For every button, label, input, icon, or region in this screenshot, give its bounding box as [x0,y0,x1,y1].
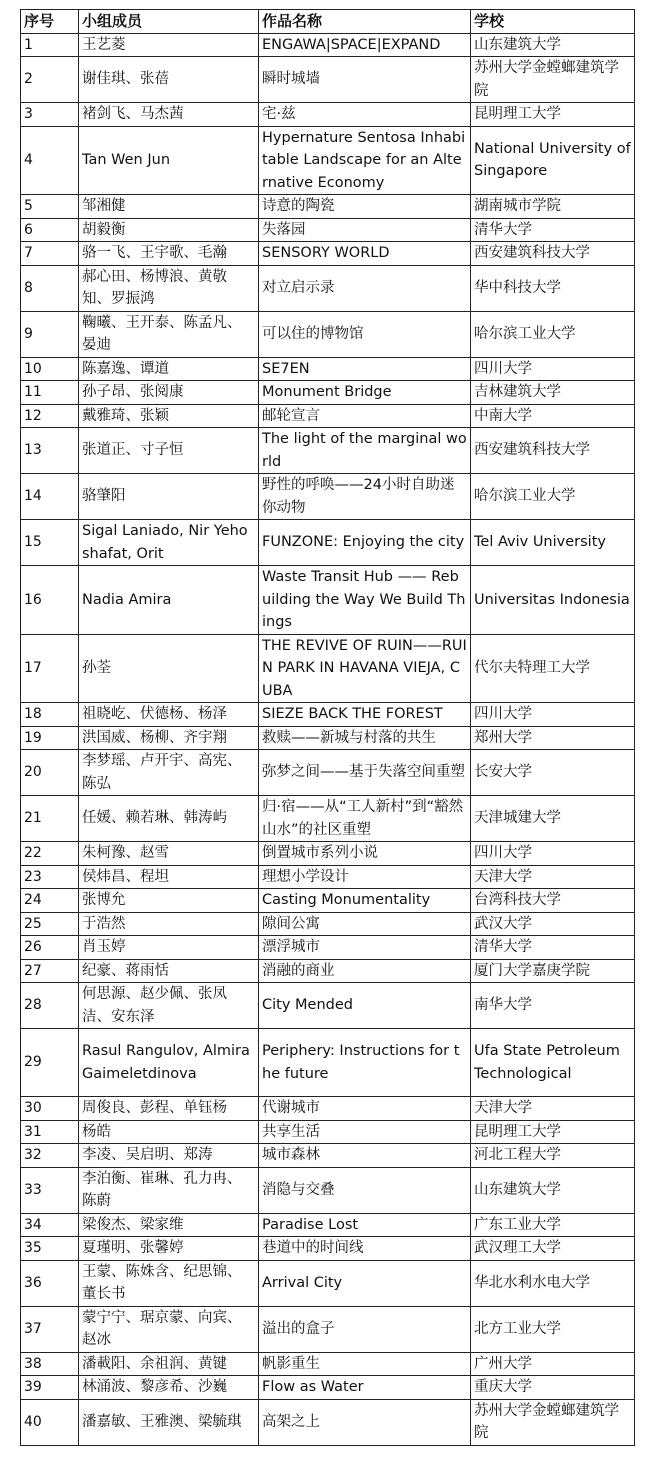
cell-no: 36 [21,1260,79,1306]
cell-members: 李凌、吴启明、郑涛 [79,1144,259,1168]
cell-no: 24 [21,889,79,913]
cell-members: 蒙宁宁、琚京蒙、向宾、赵冰 [79,1306,259,1352]
cell-school: 中南大学 [471,404,635,428]
cell-work: 可以住的博物馆 [259,311,471,357]
cell-members: 孙荃 [79,634,259,703]
cell-members: Sigal Laniado, Nir Yehoshafat, Orit [79,520,259,566]
table-row [21,242,635,266]
table-body [21,33,635,1445]
table-row [21,865,635,889]
cell-members: 张道正、寸子恒 [79,428,259,474]
cell-work: 倒置城市系列小说 [259,842,471,866]
cell-no: 21 [21,796,79,842]
cell-work: 失落园 [259,218,471,242]
cell-work: FUNZONE: Enjoying the city [259,520,471,566]
cell-no: 29 [21,1029,79,1097]
cell-school: 清华大学 [471,218,635,242]
cell-work: SENSORY WORLD [259,242,471,266]
cell-work: 溢出的盒子 [259,1306,471,1352]
cell-members: 夏瑾明、张馨婷 [79,1237,259,1261]
cell-work: 代谢城市 [259,1097,471,1121]
cell-members: 林涌波、黎彦希、沙巍 [79,1376,259,1400]
table-row [21,1399,635,1445]
cell-no: 3 [21,103,79,127]
cell-members: 邹湘健 [79,195,259,219]
winners-table [20,9,635,1446]
cell-no: 8 [21,265,79,311]
cell-work: 野性的呼唤——24小时自助迷你动物 [259,474,471,520]
cell-school: 河北工程大学 [471,1144,635,1168]
table-row [21,1352,635,1376]
cell-school: 武汉理工大学 [471,1237,635,1261]
table-row [21,33,635,57]
cell-school: 天津大学 [471,865,635,889]
cell-school: 天津城建大学 [471,796,635,842]
cell-members: 梁俊杰、梁家维 [79,1213,259,1237]
cell-work: 瞬时城墙 [259,57,471,103]
header-row [21,10,635,34]
cell-work: Arrival City [259,1260,471,1306]
header-no: 序号 [21,10,79,34]
cell-no: 19 [21,726,79,750]
cell-no: 4 [21,126,79,195]
cell-school: 天津大学 [471,1097,635,1121]
cell-members: 于浩然 [79,912,259,936]
cell-work: 救赎——新城与村落的共生 [259,726,471,750]
cell-members: 郝心田、杨博浪、黄敬知、罗振鸿 [79,265,259,311]
cell-no: 26 [21,936,79,960]
table-row [21,1376,635,1400]
cell-work: ENGAWA|SPACE|EXPAND [259,33,471,57]
cell-members: 侯炜昌、程坦 [79,865,259,889]
cell-school: 哈尔滨工业大学 [471,474,635,520]
cell-work: Waste Transit Hub —— Rebuilding the Way We Build Things [259,566,471,635]
cell-school: 昆明理工大学 [471,103,635,127]
cell-work: The light of the marginal world [259,428,471,474]
cell-school: 四川大学 [471,842,635,866]
cell-work: SIEZE BACK THE FOREST [259,703,471,727]
cell-school: 西安建筑科技大学 [471,242,635,266]
cell-members: 骆肇阳 [79,474,259,520]
cell-work: 高架之上 [259,1399,471,1445]
table-row [21,703,635,727]
table-row [21,357,635,381]
table-row [21,1120,635,1144]
cell-no: 16 [21,566,79,635]
cell-school: 湖南城市学院 [471,195,635,219]
cell-no: 17 [21,634,79,703]
table-row [21,842,635,866]
cell-school: 代尔夫特理工大学 [471,634,635,703]
cell-members: 王艺菱 [79,33,259,57]
cell-no: 1 [21,33,79,57]
cell-no: 9 [21,311,79,357]
table-row [21,1213,635,1237]
table-row [21,1260,635,1306]
table-row [21,796,635,842]
cell-members: 杨皓 [79,1120,259,1144]
table-row [21,381,635,405]
cell-no: 6 [21,218,79,242]
cell-members: 潘載阳、余祖润、黄键 [79,1352,259,1376]
cell-school: 厦门大学嘉庚学院 [471,959,635,983]
cell-no: 38 [21,1352,79,1376]
table-row [21,474,635,520]
cell-members: 周俊良、彭程、单钰杨 [79,1097,259,1121]
table-header [21,10,635,34]
cell-school: 苏州大学金螳螂建筑学院 [471,1399,635,1445]
table-row [21,1237,635,1261]
table-row [21,912,635,936]
cell-work: Casting Monumentality [259,889,471,913]
table-row [21,1306,635,1352]
cell-no: 2 [21,57,79,103]
header-school: 学校 [471,10,635,34]
cell-school: 昆明理工大学 [471,1120,635,1144]
table-row [21,566,635,635]
cell-members: 王蒙、陈姝含、纪思锦、董长书 [79,1260,259,1306]
cell-members: 潘嘉敏、王雅澳、梁毓琪 [79,1399,259,1445]
cell-school: 吉林建筑大学 [471,381,635,405]
cell-school: 哈尔滨工业大学 [471,311,635,357]
table-row [21,520,635,566]
cell-school: 四川大学 [471,703,635,727]
cell-no: 14 [21,474,79,520]
cell-no: 18 [21,703,79,727]
cell-school: 苏州大学金螳螂建筑学院 [471,57,635,103]
cell-members: 胡毅衡 [79,218,259,242]
cell-members: 骆一飞、王宇歌、毛瀚 [79,242,259,266]
cell-school: 清华大学 [471,936,635,960]
cell-work: 邮轮宣言 [259,404,471,428]
cell-school: 重庆大学 [471,1376,635,1400]
cell-members: 褚剑飞、马杰茜 [79,103,259,127]
cell-school: 山东建筑大学 [471,1167,635,1213]
cell-school: National University of Singapore [471,126,635,195]
cell-work: THE REVIVE OF RUIN——RUIN PARK IN HAVANA VIEJA, CUBA [259,634,471,703]
cell-school: 广州大学 [471,1352,635,1376]
cell-no: 31 [21,1120,79,1144]
cell-work: 诗意的陶瓷 [259,195,471,219]
cell-work: City Mended [259,983,471,1029]
cell-no: 25 [21,912,79,936]
cell-work: Monument Bridge [259,381,471,405]
cell-members: Nadia Amira [79,566,259,635]
cell-members: 肖玉婷 [79,936,259,960]
cell-no: 7 [21,242,79,266]
cell-school: 华中科技大学 [471,265,635,311]
cell-work: 隙间公寓 [259,912,471,936]
table-row [21,1144,635,1168]
cell-school: 郑州大学 [471,726,635,750]
cell-school: 四川大学 [471,357,635,381]
cell-members: 李泊衡、崔琳、孔力冉、陈蔚 [79,1167,259,1213]
cell-members: Tan Wen Jun [79,126,259,195]
table-row [21,311,635,357]
table-row [21,404,635,428]
cell-no: 22 [21,842,79,866]
cell-school: 山东建筑大学 [471,33,635,57]
cell-members: 纪豪、蒋雨恬 [79,959,259,983]
table-row [21,889,635,913]
cell-no: 33 [21,1167,79,1213]
cell-members: 鞠曦、王开泰、陈孟凡、晏迪 [79,311,259,357]
table-row [21,126,635,195]
cell-school: 南华大学 [471,983,635,1029]
cell-work: 城市森林 [259,1144,471,1168]
table-row [21,634,635,703]
cell-members: 孙子昂、张阅康 [79,381,259,405]
cell-members: Rasul Rangulov, Almira Gaimeletdinova [79,1029,259,1097]
cell-work: 消融的商业 [259,959,471,983]
cell-members: 谢佳琪、张蓓 [79,57,259,103]
cell-school: 长安大学 [471,750,635,796]
cell-no: 39 [21,1376,79,1400]
cell-no: 13 [21,428,79,474]
cell-members: 朱柯豫、赵雪 [79,842,259,866]
cell-school: 武汉大学 [471,912,635,936]
cell-members: 任媛、赖若琳、韩涛屿 [79,796,259,842]
cell-no: 10 [21,357,79,381]
cell-no: 11 [21,381,79,405]
cell-no: 37 [21,1306,79,1352]
cell-work: 对立启示录 [259,265,471,311]
cell-work: 巷道中的时间线 [259,1237,471,1261]
table-row [21,103,635,127]
cell-members: 陈嘉逸、谭道 [79,357,259,381]
cell-work: 弥梦之间——基于失落空间重塑 [259,750,471,796]
cell-members: 祖晓屹、伏德杨、杨泽 [79,703,259,727]
cell-school: Ufa State Petroleum Technological [471,1029,635,1097]
cell-no: 34 [21,1213,79,1237]
cell-no: 12 [21,404,79,428]
cell-members: 李梦瑶、卢开宇、高宪、陈弘 [79,750,259,796]
table-row [21,726,635,750]
cell-no: 30 [21,1097,79,1121]
cell-work: Paradise Lost [259,1213,471,1237]
cell-members: 戴雅琦、张颖 [79,404,259,428]
cell-school: 台湾科技大学 [471,889,635,913]
table-row [21,218,635,242]
cell-school: Tel Aviv University [471,520,635,566]
cell-school: 西安建筑科技大学 [471,428,635,474]
cell-work: 理想小学设计 [259,865,471,889]
cell-work: Hypernature Sentosa Inhabitable Landscape for an Alternative Economy [259,126,471,195]
cell-members: 何思源、赵少佩、张凤洁、安东泽 [79,983,259,1029]
table-row [21,428,635,474]
header-work: 作品名称 [259,10,471,34]
table-row [21,983,635,1029]
cell-no: 5 [21,195,79,219]
table-row [21,1029,635,1097]
table-row [21,265,635,311]
header-members: 小组成员 [79,10,259,34]
table-row [21,57,635,103]
table-row [21,936,635,960]
cell-no: 28 [21,983,79,1029]
cell-members: 洪国威、杨柳、齐宇翔 [79,726,259,750]
cell-work: 宅·兹 [259,103,471,127]
cell-no: 40 [21,1399,79,1445]
table-row [21,1097,635,1121]
cell-school: 广东工业大学 [471,1213,635,1237]
cell-no: 15 [21,520,79,566]
cell-no: 32 [21,1144,79,1168]
cell-work: 消隐与交叠 [259,1167,471,1213]
table-row [21,750,635,796]
cell-school: Universitas Indonesia [471,566,635,635]
cell-work: 共享生活 [259,1120,471,1144]
cell-work: 漂浮城市 [259,936,471,960]
table-row [21,195,635,219]
cell-members: 张博允 [79,889,259,913]
cell-work: SE7EN [259,357,471,381]
cell-no: 20 [21,750,79,796]
cell-work: Flow as Water [259,1376,471,1400]
cell-no: 23 [21,865,79,889]
cell-school: 北方工业大学 [471,1306,635,1352]
cell-work: 归·宿——从“工人新村”到“豁然山水”的社区重塑 [259,796,471,842]
table-row [21,959,635,983]
cell-work: 帆影重生 [259,1352,471,1376]
table-row [21,1167,635,1213]
cell-work: Periphery: Instructions for the future [259,1029,471,1097]
cell-school: 华北水利水电大学 [471,1260,635,1306]
cell-no: 27 [21,959,79,983]
cell-no: 35 [21,1237,79,1261]
